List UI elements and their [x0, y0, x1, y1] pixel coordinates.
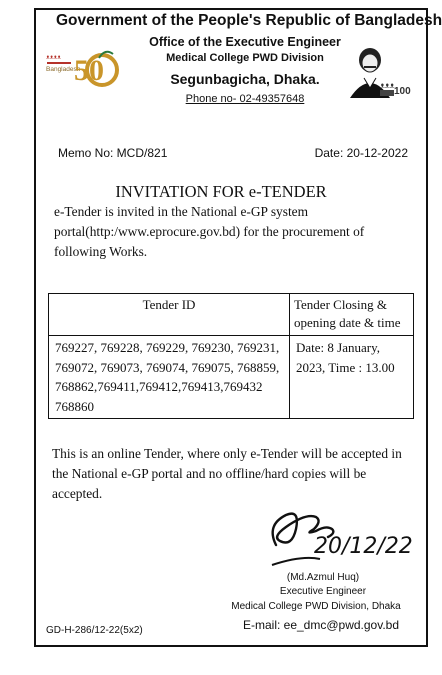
- division-title: Medical College PWD Division: [166, 52, 324, 64]
- gd-reference: GD-H-286/12-22(5x2): [46, 625, 143, 636]
- memo-date: Date: 20-12-2022: [314, 146, 408, 160]
- table-header-row: [49, 294, 414, 336]
- intro-line: e-Tender is invited in the National e-GP system: [54, 204, 309, 219]
- table-row: [49, 336, 414, 419]
- intro-line: following Works.: [54, 244, 148, 259]
- office-title: Office of the Executive Engineer: [149, 35, 341, 49]
- portrait-mujib-100-logo: [344, 44, 416, 102]
- signatory-name: (Md.Azmul Huq): [286, 572, 360, 583]
- svg-text:Bangladesh: Bangladesh: [46, 66, 81, 73]
- svg-text:20/12/22: 20/12/22: [314, 534, 413, 559]
- note-line: accepted.: [52, 486, 103, 501]
- closing-date-cell: Date: 8 January, 2023, Time : 13.00: [290, 336, 414, 419]
- signatory-title: Executive Engineer: [279, 586, 367, 597]
- phone-number: Phone no- 02-49357648: [185, 93, 305, 105]
- intro-paragraph: [54, 202, 412, 262]
- tender-table: [48, 293, 414, 419]
- signatory-email: E-mail: ee_dmc@pwd.gov.bd: [242, 618, 400, 632]
- note-line: the National e-GP portal and no offline/hard copies will be: [52, 466, 367, 481]
- tender-ids-cell: 769227, 769228, 769229, 769230, 769231, 769072, 769073, 769074, 769075, 768859, 768862,769411,769412,769413,769432 768860: [49, 336, 290, 419]
- address-title: Segunbagicha, Dhaka.: [170, 71, 320, 87]
- note-line: This is an online Tender, where only e-Tender will be accepted in: [52, 446, 402, 461]
- svg-text:50: 50: [74, 54, 104, 87]
- notice-heading: INVITATION FOR e-TENDER: [115, 182, 327, 201]
- online-tender-note: [52, 444, 418, 504]
- tender-id-header: Tender ID: [49, 294, 290, 336]
- svg-text:100: 100: [394, 86, 411, 97]
- closing-date-header: Tender Closing & opening date & time: [290, 294, 414, 336]
- signatory-division: Medical College PWD Division, Dhaka: [231, 601, 401, 612]
- svg-text:ᴥᴥᴥᴥ: ᴥᴥᴥᴥ: [46, 53, 62, 61]
- svg-text:ᴥᴥᴥ: ᴥᴥᴥ: [380, 80, 395, 90]
- bangladesh-50-logo: [44, 44, 118, 92]
- intro-line: portal(http:/www.eprocure.gov.bd) for the procurement of: [54, 224, 365, 239]
- memo-number: Memo No: MCD/821: [58, 146, 168, 160]
- government-title: Government of the People's Republic of Bangladesh: [56, 12, 442, 29]
